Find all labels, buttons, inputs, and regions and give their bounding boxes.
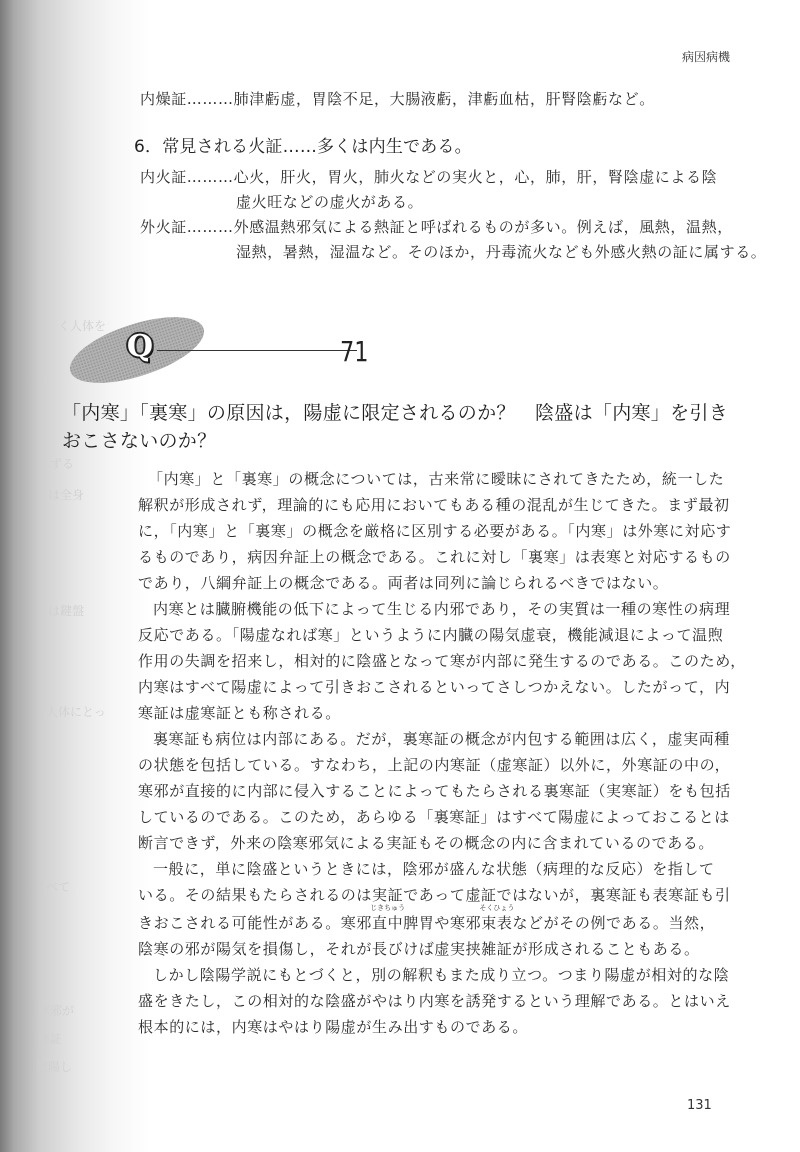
naika-text-line2: 虚火旺などの虚火がある。 (236, 193, 424, 211)
bleed-through-text: 陰陽し (36, 1060, 73, 1074)
bleed-through-text: は全身 (48, 488, 85, 502)
naisou-label: 内燥証……… (140, 90, 234, 108)
running-head: 病因病機 (681, 50, 730, 64)
paragraph-4-line: 一般に，単に陰盛というときには，陰邪が盛んな状態（病理的な反応）を指して (153, 860, 715, 878)
paragraph-4-line: 陰寒の邪が陽気を損傷し，それが長びけば虚実挟雑証が形成されることもある。 (138, 940, 700, 958)
text-segment: きおこされる可能性がある。寒邪 (138, 914, 373, 932)
paragraph-1-line: 解釈が形成されず，理論的にも応用においてもある種の混乱が生じてきた。まず最初 (138, 496, 730, 514)
paragraph-4-line-with-ruby (138, 904, 716, 933)
paragraph-3-line: 寒邪が直接的に内部に侵入することによってもたらされる裏寒証（実寒証）をも包括 (138, 782, 731, 800)
paragraph-2-line: 作用の失調を招来し，相対的に陰盛となって寒が内部に発生するのである。このため， (138, 652, 746, 670)
paragraph-5-line: 盛をきたし，この相対的な陰盛がやはり内寒を誘発するという理解である。とはいえ (138, 992, 731, 1010)
paragraph-2-line: 内寒はすべて陽虚によって引きおこされるといってさしつかえない。したがって，内 (138, 678, 731, 696)
bleed-through-text: 人体にとっ (46, 705, 106, 719)
question-title-line1: 「内寒」「裏寒」の原因は，陽虚に限定されるのか？ 陰盛は「内寒」を引き (62, 402, 729, 424)
text-segment: などがその例である。当然， (512, 914, 716, 932)
bleed-through-text: べて (46, 880, 71, 894)
paragraph-5-line: しかし陰陽学説にもとづくと，別の解釈もまた成り立つ。つまり陽虚が相対的な陰 (153, 966, 730, 984)
section-heading-6: 6．常見される火証……多くは内生である。 (134, 137, 472, 157)
paragraph-3-line: 断言できず，外来の陰寒邪気による実証もその概念の内に含まれているのである。 (138, 834, 715, 852)
bleed-through-text: ずる (50, 457, 75, 471)
paragraph-1-line: に，「内寒」と「裏寒」の概念を厳格に区別する必要がある。「内寒」は外寒に対応す (138, 522, 732, 540)
gaika-label: 外火証……… (140, 218, 234, 236)
question-number: 71 (340, 335, 369, 368)
ruby-base: 束表 (481, 914, 513, 932)
gaika-text-line1: 外感温熱邪気による熱証と呼ばれるものが多い。例えば，風熱，温熱， (233, 218, 733, 236)
badge-rule-line (157, 350, 357, 351)
page-number: 131 (687, 1098, 712, 1113)
gaika-entry-line1 (140, 216, 733, 237)
naisou-entry (140, 88, 655, 109)
naika-label: 内火証……… (140, 168, 234, 186)
paragraph-2-line: 内寒とは臓腑機能の低下によって生じる内邪であり，その実質は一種の寒性の病理 (153, 600, 731, 618)
ruby-sokuhyou (479, 904, 515, 933)
question-badge (55, 318, 385, 388)
bleed-through-text: く人体を (58, 319, 107, 333)
paragraph-2-line: 反応である。「陽虚なれば寒」というように内臓の陽気虚衰，機能減退によって温煦 (138, 626, 724, 644)
ruby-reading: じきちゅう (370, 904, 406, 912)
ruby-base: 直中 (372, 914, 404, 932)
paragraph-2-line: 寒証は虚寒証とも称される。 (138, 704, 341, 722)
paragraph-1-line: るものであり，病因弁証上の概念である。これに対し「裏寒」は表寒と対応するもの (138, 548, 731, 566)
bleed-through-text: 寒邪が (38, 1004, 75, 1018)
question-title-line2: おこさないのか？ (62, 430, 217, 452)
naisou-text: 肺津虧虚，胃陰不足，大腸液虧，津虧血枯，肝腎陰虧など。 (233, 90, 655, 108)
paragraph-3-line: の状態を包括している。すなわち，上記の内寒証（虚寒証）以外に，外寒証の中の， (138, 756, 731, 774)
ruby-jikichuu (370, 904, 406, 933)
paragraph-5-line: 根本的には，内寒はやはり陽虚が生み出すものである。 (138, 1018, 529, 1036)
bleed-through-text: 寒証 (38, 1032, 63, 1046)
paragraph-1-line: であり，八綱弁証上の概念である。両者は同列に論じられるべきではない。 (138, 574, 669, 592)
paragraph-1-line: 「内寒」と「裏寒」の概念については，古来常に曖昧にされてきたため，統一した (148, 470, 725, 488)
gaika-text-line2: 湿熱，暑熱，湿温など。そのほか，丹毒流火なども外感火熱の証に属する。 (236, 243, 767, 261)
naika-text-line1: 心火，肝火，胃火，肺火などの実火と，心，肺，肝，腎陰虚による陰 (233, 168, 718, 186)
q-letter-icon: Q (126, 329, 154, 364)
text-segment: 脾胃や寒邪 (403, 914, 482, 932)
paragraph-3-line: しているのである。このため，あらゆる「裏寒証」はすべて陽虚によっておこるとは (138, 808, 730, 826)
bleed-through-text: は鍵盤 (48, 604, 85, 618)
paragraph-3-line: 裏寒証も病位は内部にある。だが，裏寒証の概念が内包する範囲は広く，虚実両種 (153, 730, 730, 748)
paragraph-4-line: いる。その結果もたらされるのは実証であって虚証ではないが，裏寒証も表寒証も引 (138, 886, 731, 904)
naika-entry-line1 (140, 166, 717, 187)
ruby-reading: そくひょう (479, 904, 515, 912)
